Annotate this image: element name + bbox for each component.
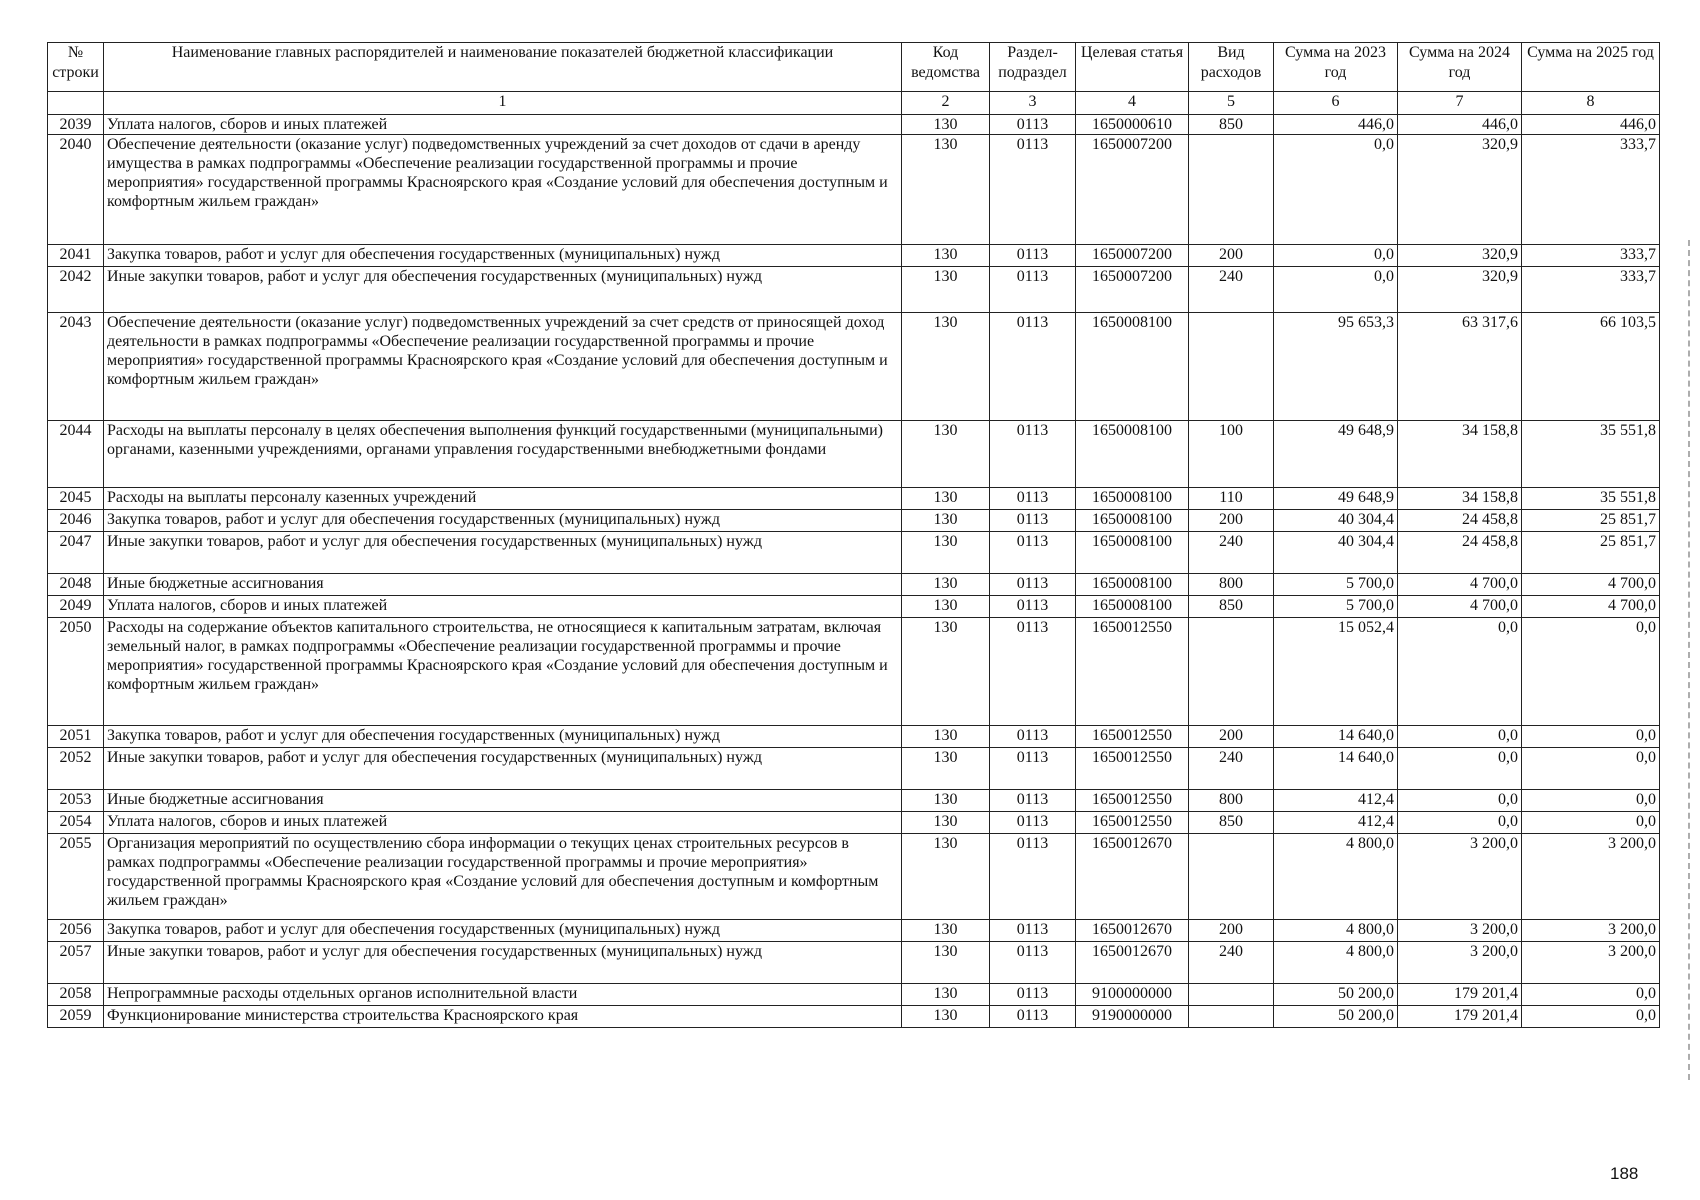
sum-2025: 0,0 <box>1522 618 1660 726</box>
sum-2024: 34 158,8 <box>1398 488 1522 510</box>
sum-2024: 0,0 <box>1398 726 1522 748</box>
header-target-article: Целевая статья <box>1076 43 1189 92</box>
section-code: 0113 <box>990 313 1076 421</box>
dept-code: 130 <box>902 510 990 532</box>
sum-2023: 40 304,4 <box>1274 532 1398 574</box>
row-name: Иные бюджетные ассигнования <box>104 790 902 812</box>
sum-2025: 4 700,0 <box>1522 596 1660 618</box>
expense-type <box>1189 984 1274 1006</box>
target-article: 1650012670 <box>1076 920 1189 942</box>
sum-2023: 5 700,0 <box>1274 596 1398 618</box>
row-number: 2048 <box>48 574 104 596</box>
row-number: 2040 <box>48 135 104 245</box>
row-name: Уплата налогов, сборов и иных платежей <box>104 596 902 618</box>
target-article: 1650008100 <box>1076 596 1189 618</box>
expense-type: 240 <box>1189 267 1274 313</box>
sum-2025: 3 200,0 <box>1522 942 1660 984</box>
row-name: Непрограммные расходы отдельных органов исполнительной власти <box>104 984 902 1006</box>
table-row <box>48 574 1660 596</box>
column-number: 7 <box>1398 92 1522 115</box>
table-row <box>48 920 1660 942</box>
row-name: Расходы на содержание объектов капитального строительства, не относящиеся к капитальным затратам, включая земельный налог, в рамках подпрограммы «Обеспечение реализации государственной программы и прочие мероприятия» государственной программы Красноярского края «Создание условий для обеспечения доступным и комфортным жильем граждан» <box>104 618 902 726</box>
sum-2023: 446,0 <box>1274 115 1398 135</box>
target-article: 1650012550 <box>1076 748 1189 790</box>
section-code: 0113 <box>990 748 1076 790</box>
sum-2025: 0,0 <box>1522 984 1660 1006</box>
row-name: Уплата налогов, сборов и иных платежей <box>104 115 902 135</box>
column-number: 2 <box>902 92 990 115</box>
expense-type <box>1189 313 1274 421</box>
section-code: 0113 <box>990 812 1076 834</box>
section-code: 0113 <box>990 135 1076 245</box>
sum-2023: 0,0 <box>1274 135 1398 245</box>
target-article: 1650008100 <box>1076 421 1189 488</box>
dept-code: 130 <box>902 574 990 596</box>
expense-type: 200 <box>1189 245 1274 267</box>
row-name: Закупка товаров, работ и услуг для обеспечения государственных (муниципальных) нужд <box>104 510 902 532</box>
header-sum-2023: Сумма на 2023 год <box>1274 43 1398 92</box>
sum-2025: 4 700,0 <box>1522 574 1660 596</box>
target-article: 1650007200 <box>1076 267 1189 313</box>
expense-type <box>1189 135 1274 245</box>
sum-2024: 4 700,0 <box>1398 596 1522 618</box>
dept-code: 130 <box>902 834 990 920</box>
sum-2025: 0,0 <box>1522 1006 1660 1028</box>
sum-2023: 412,4 <box>1274 812 1398 834</box>
dept-code: 130 <box>902 790 990 812</box>
table-row <box>48 596 1660 618</box>
sum-2025: 25 851,7 <box>1522 510 1660 532</box>
dept-code: 130 <box>902 942 990 984</box>
sum-2024: 320,9 <box>1398 135 1522 245</box>
sum-2023: 40 304,4 <box>1274 510 1398 532</box>
section-code: 0113 <box>990 245 1076 267</box>
sum-2024: 320,9 <box>1398 267 1522 313</box>
row-number: 2051 <box>48 726 104 748</box>
row-number: 2043 <box>48 313 104 421</box>
sum-2025: 3 200,0 <box>1522 834 1660 920</box>
row-number: 2058 <box>48 984 104 1006</box>
sum-2025: 66 103,5 <box>1522 313 1660 421</box>
table-row <box>48 488 1660 510</box>
expense-type <box>1189 618 1274 726</box>
table-header-row <box>48 43 1660 92</box>
row-number: 2046 <box>48 510 104 532</box>
row-number: 2055 <box>48 834 104 920</box>
sum-2023: 0,0 <box>1274 245 1398 267</box>
header-expense-type: Вид расходов <box>1189 43 1274 92</box>
expense-type: 850 <box>1189 115 1274 135</box>
sum-2025: 25 851,7 <box>1522 532 1660 574</box>
dept-code: 130 <box>902 1006 990 1028</box>
column-number: 3 <box>990 92 1076 115</box>
table-row <box>48 115 1660 135</box>
dept-code: 130 <box>902 726 990 748</box>
column-number <box>48 92 104 115</box>
header-sum-2024: Сумма на 2024 год <box>1398 43 1522 92</box>
row-number: 2041 <box>48 245 104 267</box>
row-name: Иные закупки товаров, работ и услуг для обеспечения государственных (муниципальных) нужд <box>104 748 902 790</box>
sum-2025: 333,7 <box>1522 135 1660 245</box>
row-number: 2050 <box>48 618 104 726</box>
sum-2023: 15 052,4 <box>1274 618 1398 726</box>
row-name: Функционирование министерства строительства Красноярского края <box>104 1006 902 1028</box>
dept-code: 130 <box>902 421 990 488</box>
row-name: Иные закупки товаров, работ и услуг для обеспечения государственных (муниципальных) нужд <box>104 942 902 984</box>
sum-2023: 4 800,0 <box>1274 942 1398 984</box>
dept-code: 130 <box>902 984 990 1006</box>
row-number: 2039 <box>48 115 104 135</box>
section-code: 0113 <box>990 618 1076 726</box>
table-row <box>48 532 1660 574</box>
section-code: 0113 <box>990 421 1076 488</box>
column-number: 6 <box>1274 92 1398 115</box>
sum-2023: 5 700,0 <box>1274 574 1398 596</box>
row-name: Организация мероприятий по осуществлению сбора информации о текущих ценах строительных ресурсов в рамках подпрограммы «Обеспечение реализации государственной программы и прочие мероприятия» государственной программы Красноярского края «Создание условий для обеспечения доступным и комфортным жильем граждан» <box>104 834 902 920</box>
sum-2024: 179 201,4 <box>1398 984 1522 1006</box>
dept-code: 130 <box>902 596 990 618</box>
target-article: 1650008100 <box>1076 510 1189 532</box>
sum-2023: 412,4 <box>1274 790 1398 812</box>
dept-code: 130 <box>902 245 990 267</box>
target-article: 1650012550 <box>1076 812 1189 834</box>
section-code: 0113 <box>990 942 1076 984</box>
section-code: 0113 <box>990 726 1076 748</box>
expense-type <box>1189 834 1274 920</box>
section-code: 0113 <box>990 920 1076 942</box>
sum-2025: 35 551,8 <box>1522 488 1660 510</box>
column-number-row <box>48 92 1660 115</box>
table-row <box>48 510 1660 532</box>
row-number: 2052 <box>48 748 104 790</box>
expense-type: 800 <box>1189 574 1274 596</box>
dept-code: 130 <box>902 115 990 135</box>
table-row <box>48 812 1660 834</box>
expense-type: 100 <box>1189 421 1274 488</box>
table-row <box>48 1006 1660 1028</box>
sum-2024: 0,0 <box>1398 748 1522 790</box>
row-name: Уплата налогов, сборов и иных платежей <box>104 812 902 834</box>
expense-type: 110 <box>1189 488 1274 510</box>
row-name: Закупка товаров, работ и услуг для обеспечения государственных (муниципальных) нужд <box>104 245 902 267</box>
section-code: 0113 <box>990 532 1076 574</box>
dept-code: 130 <box>902 812 990 834</box>
header-row-number: № строки <box>48 43 104 92</box>
section-code: 0113 <box>990 834 1076 920</box>
row-name: Обеспечение деятельности (оказание услуг) подведомственных учреждений за счет доходов от сдачи в аренду имущества в рамках подпрограммы «Обеспечение реализации государственной программы и прочие мероприятия» государственной программы Красноярского края «Создание условий для обеспечения доступным и комфортным жильем граждан» <box>104 135 902 245</box>
row-number: 2056 <box>48 920 104 942</box>
target-article: 1650007200 <box>1076 245 1189 267</box>
target-article: 1650007200 <box>1076 135 1189 245</box>
row-number: 2044 <box>48 421 104 488</box>
table-row <box>48 135 1660 245</box>
sum-2024: 24 458,8 <box>1398 510 1522 532</box>
header-sum-2025: Сумма на 2025 год <box>1522 43 1660 92</box>
sum-2024: 0,0 <box>1398 618 1522 726</box>
target-article: 1650012550 <box>1076 618 1189 726</box>
row-name: Иные бюджетные ассигнования <box>104 574 902 596</box>
sum-2024: 179 201,4 <box>1398 1006 1522 1028</box>
expense-type: 850 <box>1189 812 1274 834</box>
sum-2024: 320,9 <box>1398 245 1522 267</box>
scan-edge-marks <box>1688 240 1693 1080</box>
sum-2023: 50 200,0 <box>1274 1006 1398 1028</box>
table-row <box>48 726 1660 748</box>
section-code: 0113 <box>990 1006 1076 1028</box>
sum-2025: 0,0 <box>1522 812 1660 834</box>
sum-2024: 63 317,6 <box>1398 313 1522 421</box>
dept-code: 130 <box>902 748 990 790</box>
row-name: Закупка товаров, работ и услуг для обеспечения государственных (муниципальных) нужд <box>104 920 902 942</box>
sum-2025: 3 200,0 <box>1522 920 1660 942</box>
row-number: 2049 <box>48 596 104 618</box>
expense-type: 240 <box>1189 532 1274 574</box>
budget-document <box>47 42 1659 1183</box>
expense-type: 200 <box>1189 510 1274 532</box>
sum-2024: 3 200,0 <box>1398 920 1522 942</box>
sum-2023: 14 640,0 <box>1274 726 1398 748</box>
sum-2023: 50 200,0 <box>1274 984 1398 1006</box>
expense-type: 200 <box>1189 726 1274 748</box>
sum-2023: 0,0 <box>1274 267 1398 313</box>
table-row <box>48 313 1660 421</box>
sum-2024: 34 158,8 <box>1398 421 1522 488</box>
expense-type: 850 <box>1189 596 1274 618</box>
target-article: 1650012550 <box>1076 790 1189 812</box>
row-name: Расходы на выплаты персоналу казенных учреждений <box>104 488 902 510</box>
dept-code: 130 <box>902 618 990 726</box>
header-name: Наименование главных распорядителей и наименование показателей бюджетной классификации <box>104 43 902 92</box>
target-article: 1650008100 <box>1076 532 1189 574</box>
dept-code: 130 <box>902 313 990 421</box>
budget-table <box>47 42 1660 1028</box>
sum-2024: 0,0 <box>1398 812 1522 834</box>
sum-2024: 3 200,0 <box>1398 942 1522 984</box>
column-number: 5 <box>1189 92 1274 115</box>
table-row <box>48 834 1660 920</box>
target-article: 9100000000 <box>1076 984 1189 1006</box>
expense-type: 240 <box>1189 942 1274 984</box>
header-section: Раздел-подраздел <box>990 43 1076 92</box>
row-number: 2059 <box>48 1006 104 1028</box>
sum-2023: 49 648,9 <box>1274 421 1398 488</box>
sum-2024: 446,0 <box>1398 115 1522 135</box>
target-article: 1650012550 <box>1076 726 1189 748</box>
table-row <box>48 421 1660 488</box>
sum-2025: 0,0 <box>1522 726 1660 748</box>
sum-2023: 4 800,0 <box>1274 920 1398 942</box>
dept-code: 130 <box>902 488 990 510</box>
target-article: 9190000000 <box>1076 1006 1189 1028</box>
header-dept-code: Код ведомства <box>902 43 990 92</box>
sum-2023: 49 648,9 <box>1274 488 1398 510</box>
sum-2025: 0,0 <box>1522 790 1660 812</box>
target-article: 1650000610 <box>1076 115 1189 135</box>
page-number: 188 <box>1610 1164 1639 1183</box>
row-number: 2057 <box>48 942 104 984</box>
table-row <box>48 618 1660 726</box>
sum-2025: 333,7 <box>1522 267 1660 313</box>
target-article: 1650012670 <box>1076 834 1189 920</box>
section-code: 0113 <box>990 574 1076 596</box>
sum-2025: 0,0 <box>1522 748 1660 790</box>
target-article: 1650008100 <box>1076 574 1189 596</box>
expense-type: 240 <box>1189 748 1274 790</box>
table-row <box>48 942 1660 984</box>
sum-2024: 0,0 <box>1398 790 1522 812</box>
column-number: 4 <box>1076 92 1189 115</box>
row-name: Закупка товаров, работ и услуг для обеспечения государственных (муниципальных) нужд <box>104 726 902 748</box>
section-code: 0113 <box>990 510 1076 532</box>
row-number: 2054 <box>48 812 104 834</box>
section-code: 0113 <box>990 115 1076 135</box>
section-code: 0113 <box>990 790 1076 812</box>
row-name: Расходы на выплаты персоналу в целях обеспечения выполнения функций государственными (муниципальными) органами, казенными учреждениями, органами управления государственными внебюджетными фондами <box>104 421 902 488</box>
sum-2025: 333,7 <box>1522 245 1660 267</box>
row-name: Обеспечение деятельности (оказание услуг) подведомственных учреждений за счет средств от приносящей доход деятельности в рамках подпрограммы «Обеспечение реализации государственной программы и прочие мероприятия» государственной программы Красноярского края «Создание условий для обеспечения доступным и комфортным жильем граждан» <box>104 313 902 421</box>
sum-2023: 95 653,3 <box>1274 313 1398 421</box>
row-number: 2045 <box>48 488 104 510</box>
sum-2023: 14 640,0 <box>1274 748 1398 790</box>
table-row <box>48 267 1660 313</box>
sum-2024: 24 458,8 <box>1398 532 1522 574</box>
table-row <box>48 748 1660 790</box>
sum-2025: 35 551,8 <box>1522 421 1660 488</box>
row-number: 2053 <box>48 790 104 812</box>
section-code: 0113 <box>990 488 1076 510</box>
row-name: Иные закупки товаров, работ и услуг для обеспечения государственных (муниципальных) нужд <box>104 267 902 313</box>
sum-2024: 4 700,0 <box>1398 574 1522 596</box>
section-code: 0113 <box>990 596 1076 618</box>
dept-code: 130 <box>902 920 990 942</box>
sum-2024: 3 200,0 <box>1398 834 1522 920</box>
expense-type <box>1189 1006 1274 1028</box>
expense-type: 200 <box>1189 920 1274 942</box>
row-number: 2042 <box>48 267 104 313</box>
table-row <box>48 245 1660 267</box>
dept-code: 130 <box>902 135 990 245</box>
dept-code: 130 <box>902 267 990 313</box>
section-code: 0113 <box>990 984 1076 1006</box>
dept-code: 130 <box>902 532 990 574</box>
sum-2023: 4 800,0 <box>1274 834 1398 920</box>
table-row <box>48 984 1660 1006</box>
target-article: 1650012670 <box>1076 942 1189 984</box>
row-name: Иные закупки товаров, работ и услуг для обеспечения государственных (муниципальных) нужд <box>104 532 902 574</box>
row-number: 2047 <box>48 532 104 574</box>
sum-2025: 446,0 <box>1522 115 1660 135</box>
target-article: 1650008100 <box>1076 313 1189 421</box>
column-number: 1 <box>104 92 902 115</box>
target-article: 1650008100 <box>1076 488 1189 510</box>
column-number: 8 <box>1522 92 1660 115</box>
expense-type: 800 <box>1189 790 1274 812</box>
section-code: 0113 <box>990 267 1076 313</box>
table-row <box>48 790 1660 812</box>
